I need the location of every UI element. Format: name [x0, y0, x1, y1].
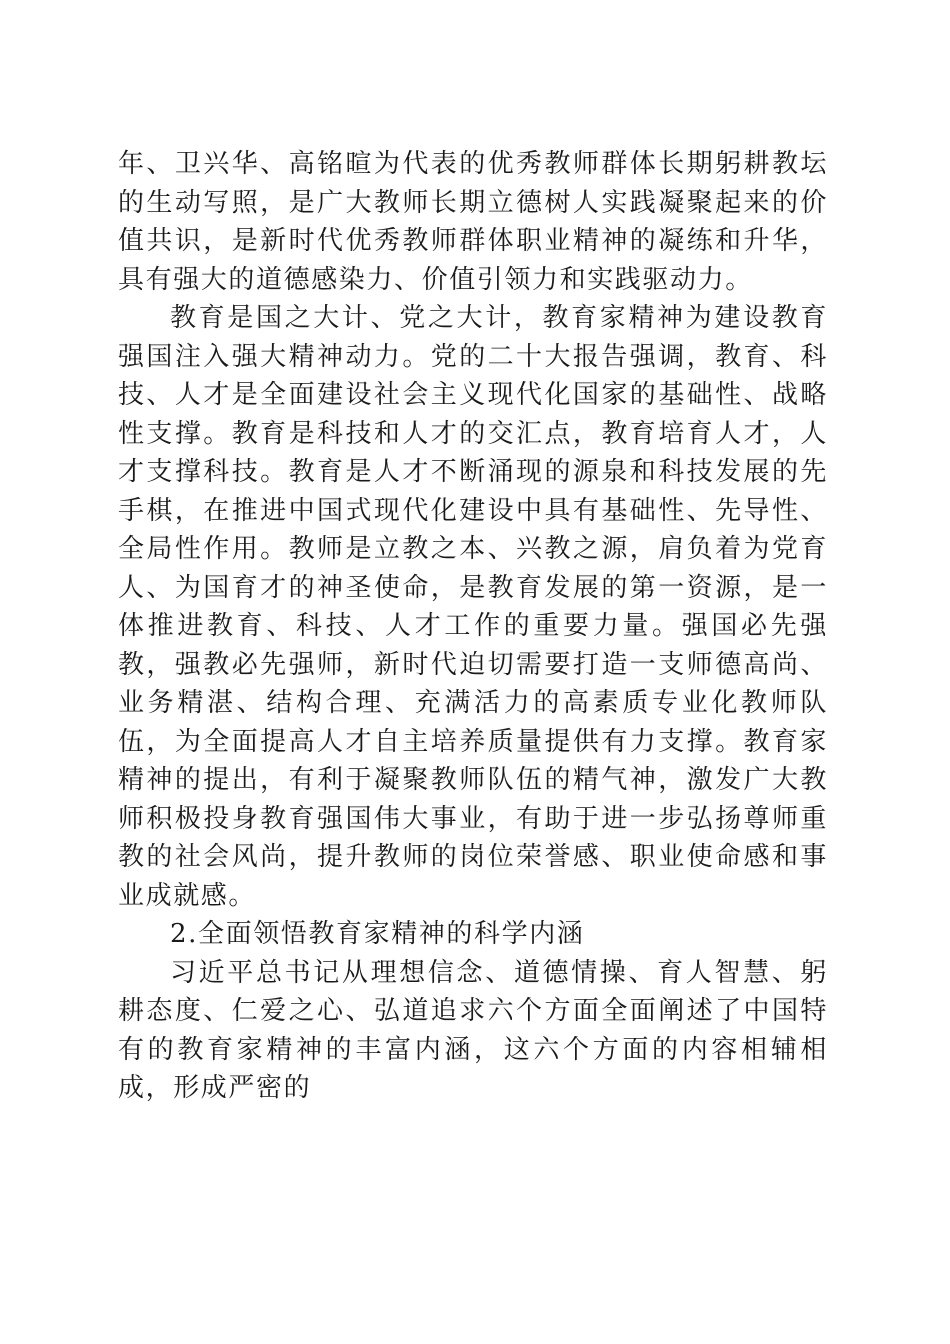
document-page	[118, 145, 828, 1108]
paragraph-connotation: 习近平总书记从理想信念、道德情操、育人智慧、躬耕态度、仁爱之心、弘道追求六个方面全面阐述了中国特有的教育家精神的丰富内涵，这六个方面的内容相辅相成，形成严密的	[118, 957, 828, 1103]
paragraph-education-strategy: 教育是国之大计、党之大计，教育家精神为建设教育强国注入强大精神动力。党的二十大报告强调，教育、科技、人才是全面建设社会主义现代化国家的基础性、战略性支撑。教育是科技和人才的交汇点，教育培育人才，人才支撑科技。教育是人才不断涌现的源泉和科技发展的先手棋，在推进中国式现代化建设中具有基础性、先导性、全局性作用。教师是立教之本、兴教之源，肩负着为党育人、为国育才的神圣使命，是教育发展的第一资源，是一体推进教育、科技、人才工作的重要力量。强国必先强教，强教必先强师，新时代迫切需要打造一支师德高尚、业务精湛、结构合理、充满活力的高素质专业化教师队伍，为全面提高人才自主培养质量提供有力支撑。教育家精神的提出，有利于凝聚教师队伍的精气神，激发广大教师积极投身教育强国伟大事业，有助于进一步弘扬尊师重教的社会风尚，提升教师的岗位荣誉感、职业使命感和事业成就感。	[118, 303, 828, 911]
paragraph-continuation: 年、卫兴华、高铭暄为代表的优秀教师群体长期躬耕教坛的生动写照，是广大教师长期立德树人实践凝聚起来的价值共识，是新时代优秀教师群体职业精神的凝练和升华，具有强大的道德感染力、价值引领力和实践驱动力。	[118, 149, 828, 295]
section-heading: 2.全面领悟教育家精神的科学内涵	[170, 919, 585, 949]
